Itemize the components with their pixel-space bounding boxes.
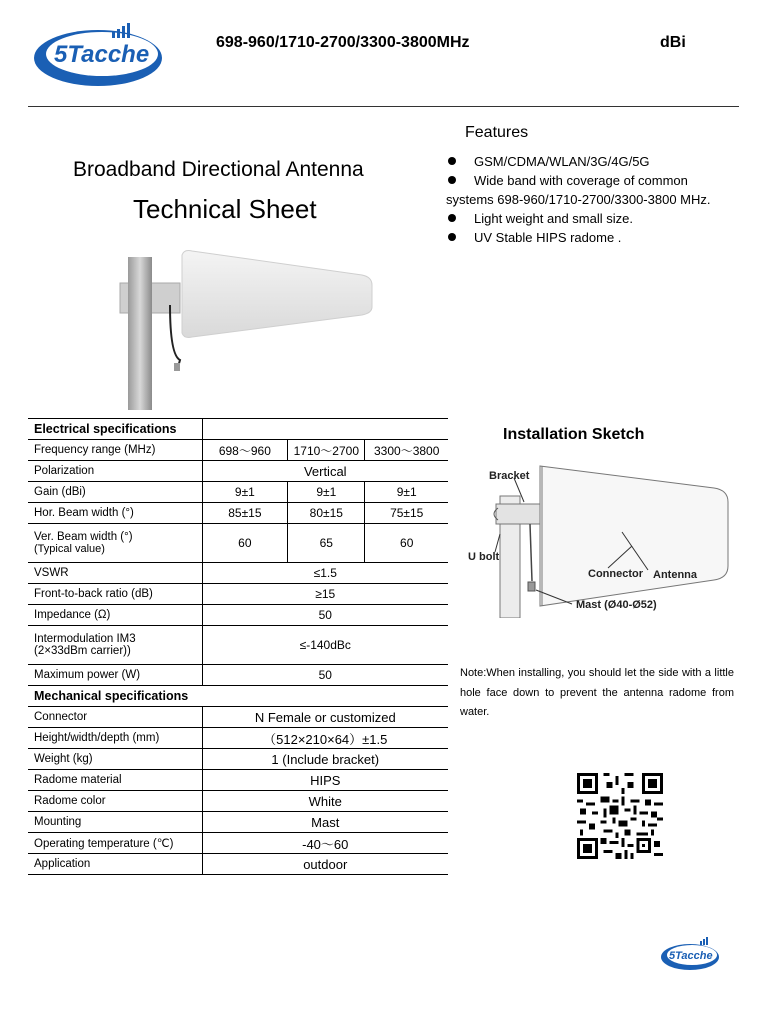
brand-logo [30,10,170,90]
table-row [28,728,448,749]
features-heading: Features [465,124,529,141]
spec-label: Impedance (Ω) [28,605,202,626]
spec-label: Polarization [28,461,202,482]
table-row [28,524,448,563]
sheet-title: Technical Sheet [133,194,317,224]
spec-label: Mounting [28,812,202,833]
spec-label-main: Ver. Beam width (°) [34,531,133,543]
table-row [28,605,448,626]
svg-text:5Tacche: 5Tacche [669,950,713,962]
spec-label: Weight (kg) [28,749,202,770]
svg-text:Mast (Ø40-Ø52): Mast (Ø40-Ø52) [576,599,657,611]
spec-label-sub: (Typical value) [34,543,105,555]
svg-text:Connector: Connector [588,568,643,580]
spec-label: Hor. Beam width (°) [28,503,202,524]
table-row [28,665,448,686]
spec-value: 9±1 [365,482,448,503]
svg-text:5Tacche: 5Tacche [54,41,150,68]
spec-value: 1 (Include bracket) [202,749,448,770]
table-row [28,584,448,605]
spec-value: （512×210×64）±1.5 [202,728,448,749]
mechanical-specs-heading: Mechanical specifications [28,686,448,707]
header-unit: dBi [660,34,686,51]
spec-label [28,524,202,563]
spec-value: HIPS [202,770,448,791]
spec-value: 60 [202,524,288,563]
table-row [28,833,448,854]
spec-value: White [202,791,448,812]
spec-label [28,626,202,665]
table-row [28,854,448,875]
features-list [446,152,746,247]
installation-heading: Installation Sketch [503,426,645,443]
spec-value: 9±1 [288,482,365,503]
spec-value: ≥15 [202,584,448,605]
svg-text:Bracket: Bracket [489,470,530,482]
qr-code-icon [577,773,663,859]
installation-sketch [462,456,738,618]
table-row [28,563,448,584]
spec-label: Radome color [28,791,202,812]
header-divider [28,106,739,107]
spec-value: 1710～2700 [288,440,365,461]
spec-value: 698～960 [202,440,288,461]
spec-value: 60 [365,524,448,563]
table-row [28,770,448,791]
table-row [28,791,448,812]
feature-item: Light weight and small size. [446,209,746,228]
table-row [28,812,448,833]
spec-value: Mast [202,812,448,833]
spec-value: -40～60 [202,833,448,854]
spec-value: ≤1.5 [202,563,448,584]
spec-value: 75±15 [365,503,448,524]
antenna-photo [110,245,380,410]
spec-value: 80±15 [288,503,365,524]
brand-logo-small [660,933,722,971]
spec-value: 50 [202,605,448,626]
table-row [28,461,448,482]
spec-value: 85±15 [202,503,288,524]
feature-item: GSM/CDMA/WLAN/3G/4G/5G [446,152,746,171]
header-frequency: 698-960/1710-2700/3300-3800MHz [216,34,470,51]
svg-text:U bolt: U bolt [468,551,500,563]
spec-label: Connector [28,707,202,728]
feature-item: UV Stable HIPS radome . [446,228,746,247]
installation-note: Note:When installing, you should let the side with a little hole face down to prevent the antenna radome from water. [460,667,734,718]
table-row [28,626,448,665]
table-row [28,503,448,524]
spec-label-sub: (2×33dBm carrier)) [34,645,131,657]
spec-label: Frequency range (MHz) [28,440,202,461]
spec-label: Operating temperature (℃) [28,833,202,854]
table-row [28,440,448,461]
table-row [28,707,448,728]
spec-label: VSWR [28,563,202,584]
spec-value: outdoor [202,854,448,875]
feature-item-continuation: systems 698-960/1710-2700/3300-3800 MHz. [446,192,711,207]
electrical-specs-heading: Electrical specifications [28,419,202,440]
svg-text:Antenna: Antenna [653,569,697,581]
spec-label: Application [28,854,202,875]
product-title: Broadband Directional Antenna [73,158,364,181]
spec-value: N Female or customized [202,707,448,728]
spec-value: 3300～3800 [365,440,448,461]
table-section-row [28,419,448,440]
spec-value: ≤-140dBc [202,626,448,665]
spec-value: Vertical [202,461,448,482]
table-row [28,482,448,503]
spec-label: Height/width/depth (mm) [28,728,202,749]
spec-label: Front-to-back ratio (dB) [28,584,202,605]
spec-label: Radome material [28,770,202,791]
spec-label: Maximum power (W) [28,665,202,686]
feature-item: Wide band with coverage of common [446,171,746,190]
spec-value: 9±1 [202,482,288,503]
spec-label: Gain (dBi) [28,482,202,503]
spec-value: 65 [288,524,365,563]
table-row [28,749,448,770]
spec-value: 50 [202,665,448,686]
spec-label-main: Intermodulation IM3 [34,633,136,645]
spec-table [28,418,448,875]
table-section-row [28,686,448,707]
